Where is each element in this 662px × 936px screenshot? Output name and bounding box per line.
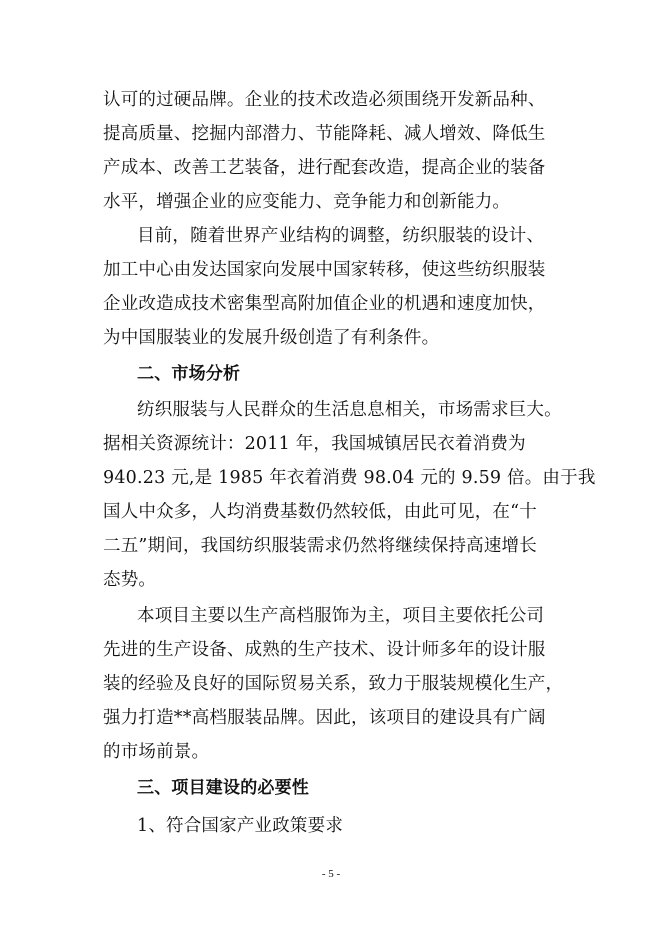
paragraph-line: 本项目主要以生产高档服饰为主，项目主要依托公司 (137, 606, 545, 626)
section-heading-project-necessity: 三、项目建设的必要性 (137, 778, 309, 798)
paragraph-line: 据相关资源统计：2011 年，我国城镇居民衣着消费为 (103, 434, 526, 454)
paragraph-line: 装的经验及良好的国际贸易关系，致力于服装规模化生产， (103, 674, 564, 694)
paragraph-line: 为中国服装业的发展升级创造了有利条件。 (103, 328, 440, 348)
paragraph-line: 水平，增强企业的应变能力、竞争能力和创新能力。 (103, 192, 511, 212)
paragraph-line: 产成本、改善工艺装备，进行配套改造，提高企业的装备 (103, 158, 546, 178)
paragraph-line: 提高质量、挖掘内部潜力、节能降耗、减人增效、降低生 (103, 124, 546, 144)
paragraph-line: 先进的生产设备、成熟的生产技术、设计师多年的设计服 (103, 640, 546, 660)
paragraph-line: 企业改造成技术密集型高附加值企业的机遇和速度加快， (103, 294, 546, 314)
paragraph-line: 强力打造**高档服装品牌。因此，该项目的建设具有广阔 (103, 708, 546, 728)
paragraph-line: 纺织服装与人民群众的生活息息相关，市场需求巨大。 (137, 400, 562, 420)
paragraph-line: 目前，随着世界产业结构的调整，纺织服装的设计、 (137, 226, 545, 246)
paragraph-line: 的市场前景。 (103, 742, 210, 762)
paragraph-line: 二五”期间，我国纺织服装需求仍然将继续保持高速增长 (103, 536, 537, 556)
paragraph-line: 加工中心由发达国家向发展中国家转移，使这些纺织服装 (103, 260, 546, 280)
paragraph-line: 940.23 元,是 1985 年衣着消费 98.04 元的 9.59 倍。由于我 (103, 468, 596, 488)
paragraph-line: 国人中众多，人均消费基数仍然较低，由此可见，在“十 (103, 502, 537, 522)
section-heading-market-analysis: 二、市场分析 (137, 364, 241, 384)
paragraph-line: 态势。 (103, 570, 157, 590)
page-number: - 5 - (321, 868, 341, 880)
sub-item-policy: 1、符合国家产业政策要求 (137, 816, 344, 836)
paragraph-line: 认可的过硬品牌。企业的技术改造必须围绕开发新品种、 (103, 90, 546, 110)
